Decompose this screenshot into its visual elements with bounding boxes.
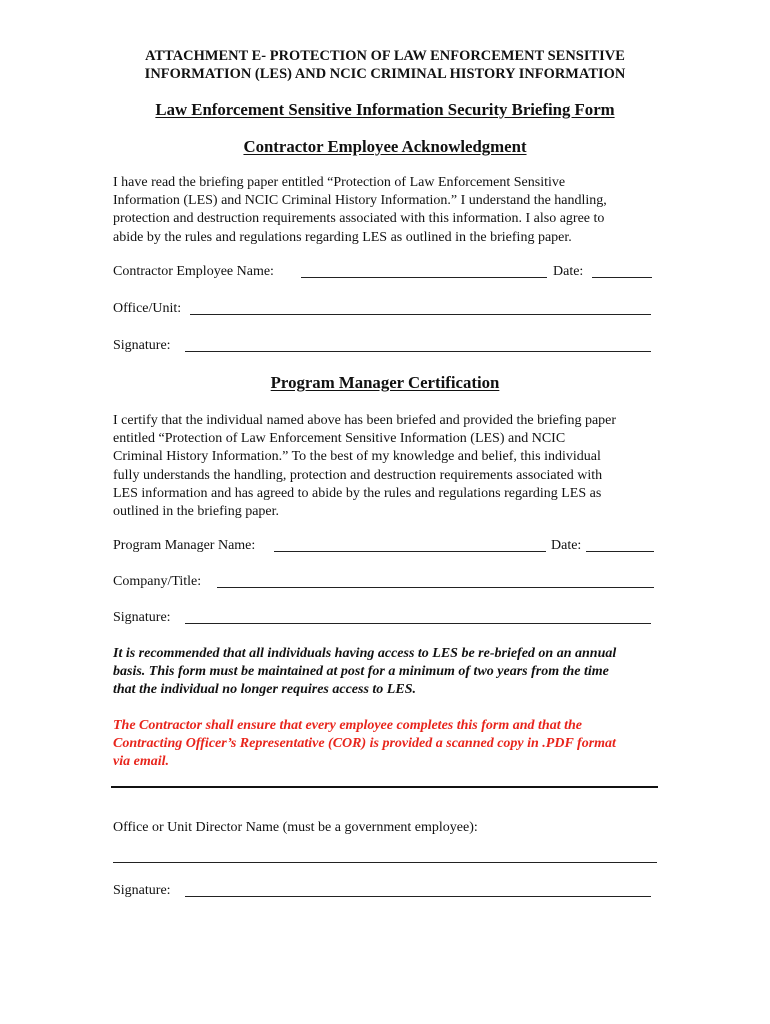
contractor-signature-label: Signature: xyxy=(113,338,171,353)
contractor-office-field[interactable] xyxy=(190,314,651,315)
form-title: Law Enforcement Sensitive Information Security Briefing Form xyxy=(155,100,615,119)
section-divider xyxy=(111,786,658,788)
contractor-paragraph-line: I have read the briefing paper entitled “Protection of Law Enforcement Sensitive xyxy=(113,175,566,190)
program-manager-date-label: Date: xyxy=(551,538,582,553)
program-manager-paragraph-line: LES information and has agreed to abide by the rules and regulations regarding LES as xyxy=(113,485,602,501)
program-manager-paragraph-line: entitled “Protection of Law Enforcement Sensitive Information (LES) and NCIC xyxy=(113,431,566,447)
contractor-notice-line: Contracting Officer’s Representative (COR) is provided a scanned copy in .PDF format xyxy=(113,736,616,752)
company-title-label: Company/Title: xyxy=(113,574,202,589)
contractor-paragraph xyxy=(113,174,658,247)
director-signature-field[interactable] xyxy=(185,896,651,897)
contractor-office-label: Office/Unit: xyxy=(113,301,182,316)
recommendation-line: basis. This form must be maintained at post for a minimum of two years from the time xyxy=(113,664,609,680)
program-manager-paragraph-line: fully understands the handling, protection and destruction requirements associated with xyxy=(113,467,603,483)
contractor-notice-line: via email. xyxy=(113,754,169,770)
contractor-name-label: Contractor Employee Name: xyxy=(113,264,274,279)
contractor-heading: Contractor Employee Acknowledgment xyxy=(243,137,527,156)
recommendation-line: It is recommended that all individuals having access to LES be re-briefed on an annual xyxy=(113,646,617,661)
contractor-signature-field[interactable] xyxy=(185,351,651,352)
program-manager-paragraph-line: Criminal History Information.” To the best of my knowledge and belief, this individual xyxy=(113,449,601,465)
contractor-notice-line: The Contractor shall ensure that every employee completes this form and that the xyxy=(113,718,582,733)
recommendation-line: that the individual no longer requires access to LES. xyxy=(113,682,416,698)
contractor-paragraph-line: abide by the rules and regulations regarding LES as outlined in the briefing paper. xyxy=(113,229,572,245)
program-manager-date-field[interactable] xyxy=(586,551,654,552)
recommendation-note xyxy=(113,645,658,700)
program-manager-signature-field[interactable] xyxy=(185,623,651,624)
program-manager-signature-label: Signature: xyxy=(113,610,171,625)
director-signature-label: Signature: xyxy=(113,883,171,898)
director-name-field[interactable] xyxy=(113,862,657,863)
program-manager-heading: Program Manager Certification xyxy=(270,373,500,392)
program-manager-paragraph-line: outlined in the briefing paper. xyxy=(113,504,280,520)
program-manager-paragraph xyxy=(113,412,658,521)
contractor-paragraph-line: protection and destruction requirements associated with this information. I also agree to xyxy=(113,211,605,227)
program-manager-name-field[interactable] xyxy=(274,551,546,552)
program-manager-paragraph-line: I certify that the individual named above has been briefed and provided the briefing paper xyxy=(113,413,617,428)
program-manager-name-label: Program Manager Name: xyxy=(113,538,256,553)
contractor-date-field[interactable] xyxy=(592,277,652,278)
attachment-header-line-1: ATTACHMENT E- PROTECTION OF LAW ENFORCEMENT SENSITIVE xyxy=(145,48,625,64)
contractor-name-field[interactable] xyxy=(301,277,547,278)
contractor-notice xyxy=(113,717,658,772)
contractor-paragraph-line: Information (LES) and NCIC Criminal History Information.” I understand the handling, xyxy=(113,193,607,209)
company-title-field[interactable] xyxy=(217,587,654,588)
director-name-label: Office or Unit Director Name (must be a government employee): xyxy=(113,820,478,835)
contractor-date-label: Date: xyxy=(553,264,584,279)
attachment-header-line-2: INFORMATION (LES) AND NCIC CRIMINAL HISTORY INFORMATION xyxy=(144,66,626,82)
